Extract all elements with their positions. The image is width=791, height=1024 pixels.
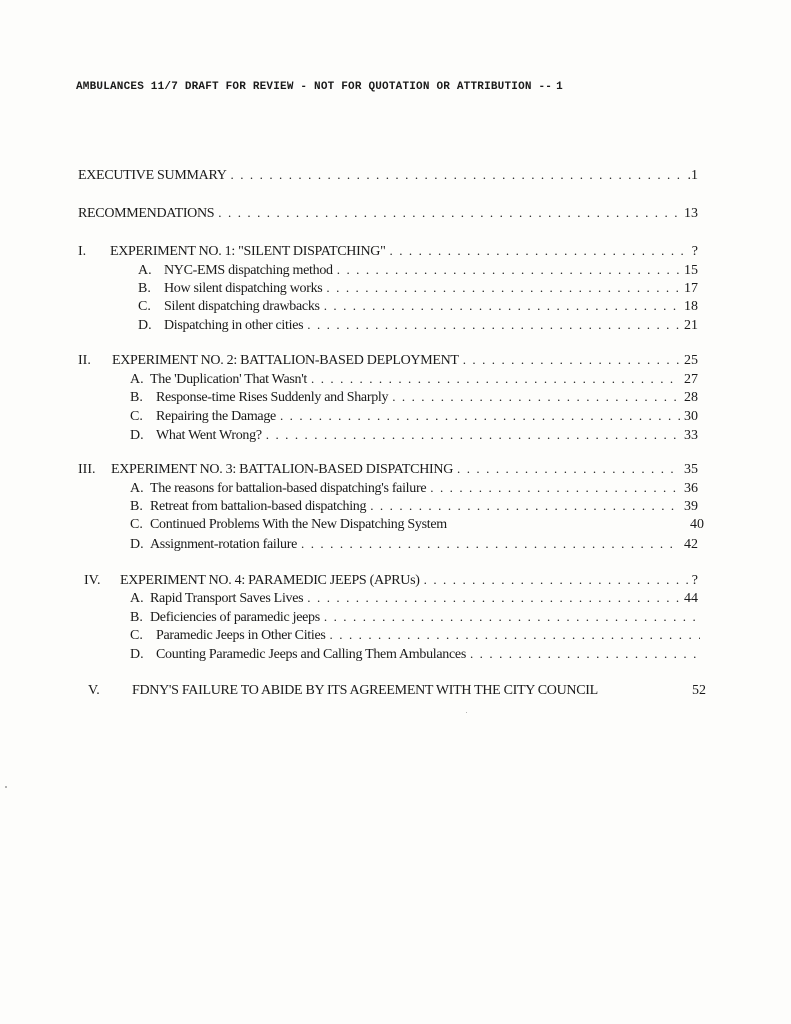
subentry-letter: D.: [138, 318, 152, 333]
dot-leader: [370, 498, 680, 514]
toc-subentry-4c[interactable]: [130, 627, 704, 644]
subentry-title: What Went Wrong?: [156, 428, 262, 443]
dot-leader: [301, 536, 680, 552]
subentry-letter: D.: [130, 428, 144, 443]
subentry-page: 40: [690, 517, 704, 532]
dot-leader: [307, 590, 680, 606]
toc-section-4[interactable]: [84, 572, 698, 589]
dot-leader: [430, 480, 680, 496]
scan-speck: [5, 786, 7, 788]
toc-section-3[interactable]: [78, 461, 698, 478]
subentry-title: How silent dispatching works: [164, 281, 323, 296]
subentry-letter: C.: [138, 299, 151, 314]
subentry-letter: A.: [130, 591, 144, 606]
subentry-title: The 'Duplication' That Wasn't: [150, 372, 308, 387]
toc-entry-page: 13: [684, 206, 698, 221]
dot-leader: [337, 262, 680, 278]
toc-subentry-3b[interactable]: [130, 498, 698, 515]
section-page: 35: [684, 462, 698, 477]
toc-section-2[interactable]: [78, 352, 698, 369]
subentry-letter: D.: [130, 647, 144, 662]
dot-leader: [307, 317, 680, 333]
header-text: AMBULANCES 11/7 DRAFT FOR REVIEW - NOT FOR QUOTATION OR ATTRIBUTION --: [76, 81, 553, 93]
section-numeral: V.: [88, 683, 100, 698]
subentry-letter: C.: [130, 409, 143, 424]
subentry-letter: D.: [130, 537, 144, 552]
section-page: ?: [691, 244, 698, 259]
toc-subentry-2d[interactable]: [130, 427, 698, 444]
section-title: EXPERIMENT NO. 4: PARAMEDIC JEEPS (APRUs): [120, 573, 420, 588]
dot-leader: [326, 280, 680, 296]
subentry-letter: B.: [130, 390, 143, 405]
dot-leader: [218, 205, 680, 221]
subentry-page: 30: [684, 409, 698, 424]
subentry-letter: C.: [130, 628, 143, 643]
subentry-letter: A.: [138, 263, 152, 278]
subentry-title: Counting Paramedic Jeeps and Calling Them Ambulances: [156, 647, 466, 662]
toc-subentry-1b[interactable]: [138, 280, 698, 297]
toc-subentry-2a[interactable]: [130, 371, 698, 388]
subentry-letter: A.: [130, 481, 144, 496]
dot-leader: [324, 298, 680, 314]
toc-subentry-4a[interactable]: [130, 590, 698, 607]
dot-leader: [392, 389, 680, 405]
section-page: 25: [684, 353, 698, 368]
section-title: FDNY'S FAILURE TO ABIDE BY ITS AGREEMENT WITH THE CITY COUNCIL: [132, 683, 598, 698]
subentry-page: 15: [684, 263, 698, 278]
page-header: [76, 81, 563, 93]
section-numeral: I.: [78, 244, 87, 259]
subentry-page: 36: [684, 481, 698, 496]
section-page: ?: [691, 573, 698, 588]
subentry-page: 27: [684, 372, 698, 387]
subentry-letter: B.: [130, 499, 143, 514]
subentry-page: 28: [684, 390, 698, 405]
dot-leader: [311, 371, 680, 387]
section-page: 52: [692, 683, 706, 698]
subentry-title: Deficiencies of paramedic jeeps: [150, 610, 320, 625]
section-numeral: IV.: [84, 573, 101, 588]
section-title: EXPERIMENT NO. 2: BATTALION-BASED DEPLOYMENT: [112, 353, 459, 368]
dot-leader: [457, 461, 680, 477]
subentry-letter: B.: [138, 281, 151, 296]
toc-entry-recommendations[interactable]: [78, 205, 698, 222]
section-numeral: II.: [78, 353, 91, 368]
dot-leader: [280, 408, 680, 424]
section-title: EXPERIMENT NO. 3: BATTALION-BASED DISPATCHING: [111, 462, 454, 477]
dot-leader: [324, 609, 700, 625]
toc-subentry-3a[interactable]: [130, 480, 698, 497]
subentry-page: 42: [684, 537, 698, 552]
subentry-title: Retreat from battalion-based dispatching: [150, 499, 367, 514]
toc-entry-page: .1: [687, 168, 698, 183]
subentry-title: Silent dispatching drawbacks: [164, 299, 320, 314]
toc-entry-title: EXECUTIVE SUMMARY: [78, 168, 227, 183]
toc-subentry-2c[interactable]: [130, 408, 698, 425]
subentry-title: Dispatching in other cities: [164, 318, 304, 333]
subentry-letter: C.: [130, 517, 143, 532]
toc-subentry-1c[interactable]: [138, 298, 698, 315]
section-title: EXPERIMENT NO. 1: "SILENT DISPATCHING": [110, 244, 386, 259]
header-page-number: 1: [556, 81, 563, 93]
subentry-letter: A.: [130, 372, 144, 387]
dot-leader: [330, 627, 700, 643]
toc-section-1[interactable]: [78, 243, 698, 260]
dot-leader: [390, 243, 688, 259]
dot-leader: [470, 646, 700, 662]
subentry-title: Response-time Rises Suddenly and Sharply: [156, 390, 389, 405]
subentry-page: 18: [684, 299, 698, 314]
subentry-page: 17: [684, 281, 698, 296]
subentry-title: Rapid Transport Saves Lives: [150, 591, 304, 606]
subentry-title: Assignment-rotation failure: [150, 537, 298, 552]
toc-subentry-1d[interactable]: [138, 317, 698, 334]
subentry-title: The reasons for battalion-based dispatching's failure: [150, 481, 427, 496]
toc-section-5[interactable]: [88, 683, 706, 699]
section-numeral: III.: [78, 462, 96, 477]
dot-leader: [463, 352, 680, 368]
toc-entry-executive-summary[interactable]: [78, 167, 698, 184]
subentry-title: Continued Problems With the New Dispatching System: [150, 517, 447, 532]
toc-subentry-1a[interactable]: [138, 262, 698, 279]
toc-subentry-2b[interactable]: [130, 389, 698, 406]
toc-subentry-4b[interactable]: [130, 609, 704, 626]
subentry-page: 21: [684, 318, 698, 333]
dot-leader: [424, 572, 688, 588]
subentry-page: 44: [684, 591, 698, 606]
toc-subentry-3c[interactable]: [130, 517, 704, 533]
toc-entry-title: RECOMMENDATIONS: [78, 206, 215, 221]
subentry-title: Repairing the Damage: [156, 409, 276, 424]
subentry-page: 39: [684, 499, 698, 514]
subentry-letter: B.: [130, 610, 143, 625]
subentry-page: 33: [684, 428, 698, 443]
dot-leader: [231, 167, 684, 183]
toc-subentry-3d[interactable]: [130, 536, 698, 553]
subentry-title: NYC-EMS dispatching method: [164, 263, 333, 278]
toc-subentry-4d[interactable]: [130, 646, 704, 663]
scan-speck: [466, 712, 467, 713]
dot-leader: [266, 427, 680, 443]
subentry-title: Paramedic Jeeps in Other Cities: [156, 628, 326, 643]
